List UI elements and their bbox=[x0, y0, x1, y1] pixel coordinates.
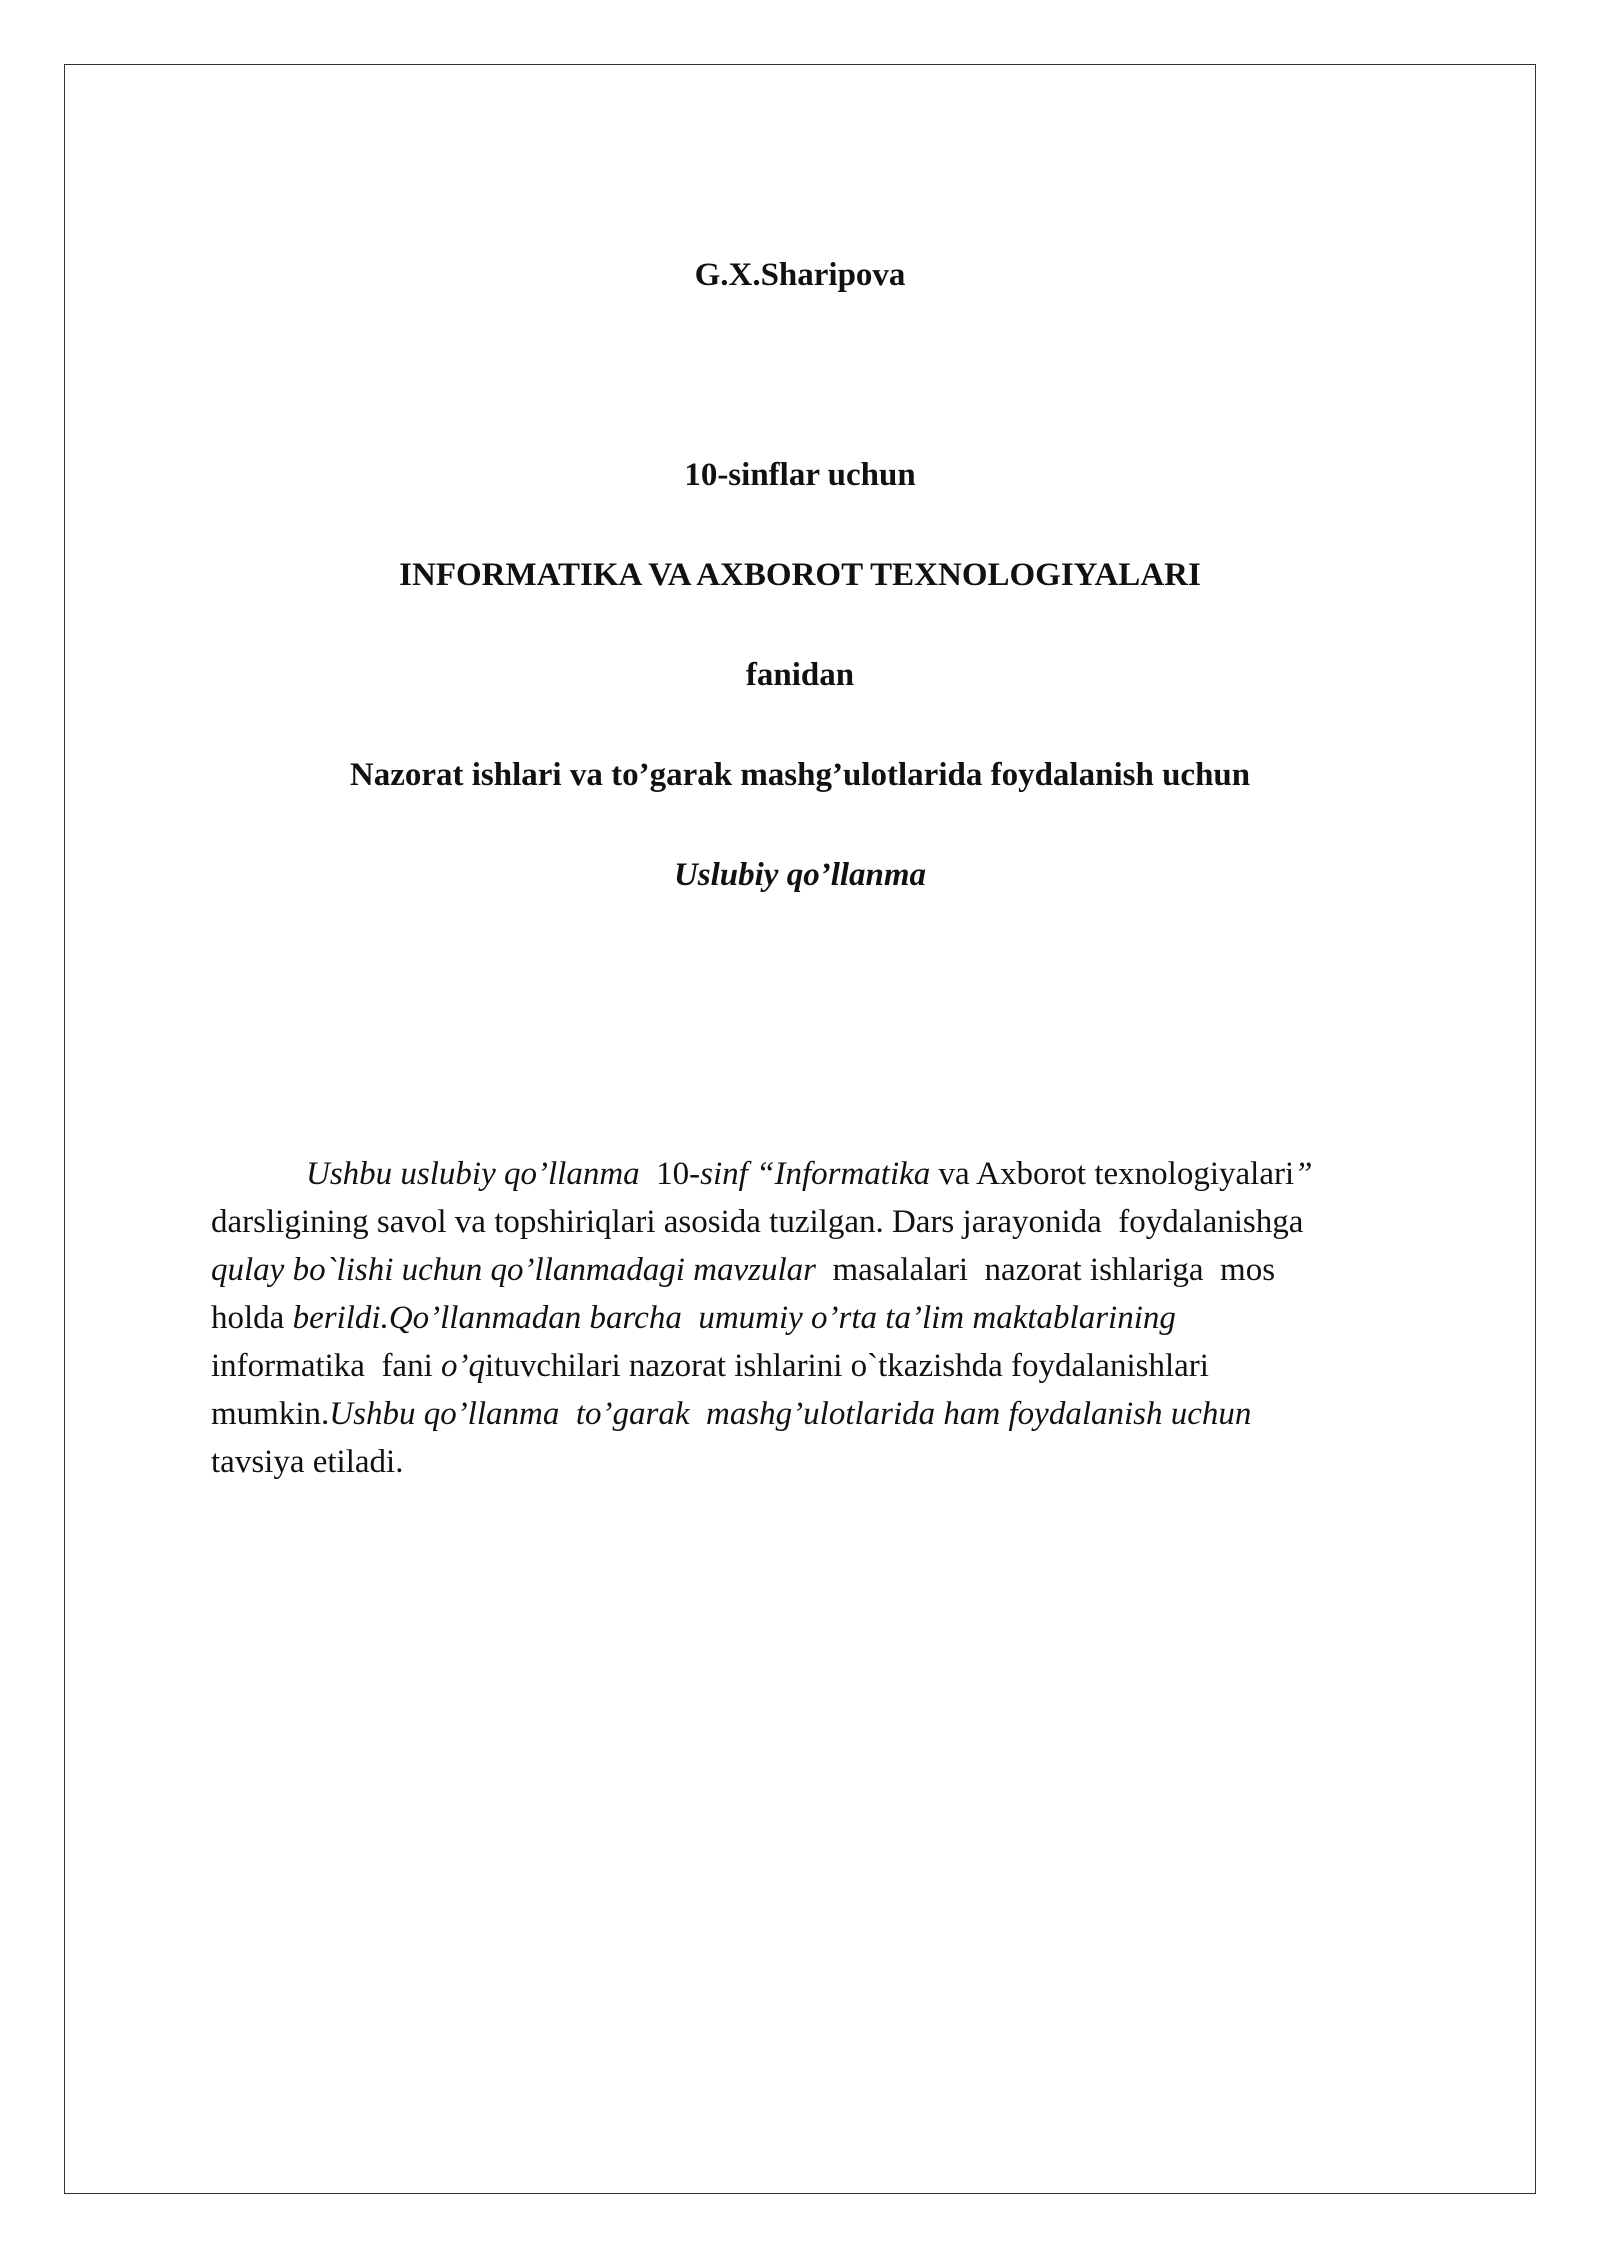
text-run: va Axborot texnologiyalari bbox=[930, 1156, 1295, 1192]
text-run: ” bbox=[1294, 1156, 1313, 1192]
abstract-line bbox=[211, 1150, 1501, 1198]
grade-line: 10-sinflar uchun bbox=[684, 457, 916, 493]
text-run: informatika fani bbox=[211, 1348, 442, 1384]
text-run: darsligining savol va topshiriqlari asosida tuzilgan. Dars jarayonida foydalanishga bbox=[211, 1204, 1304, 1240]
abstract-line bbox=[211, 1438, 1501, 1486]
purpose-line: Nazorat ishlari va to’garak mashg’ulotlarida foydalanish uchun bbox=[349, 757, 1251, 793]
text-run: tavsiya etiladi. bbox=[211, 1444, 404, 1480]
abstract-line bbox=[211, 1198, 1501, 1246]
text-run: ituvchilari nazorat ishlarini o`tkazishda foydalanishlari bbox=[485, 1348, 1209, 1384]
abstract-line bbox=[211, 1294, 1501, 1342]
text-run: berildi.Qo’llanmadan barcha umumiy o’rta ta’lim maktablarining bbox=[292, 1300, 1176, 1336]
author-name: G.X.Sharipova bbox=[694, 257, 906, 293]
text-run: Ushbu qo’llanma to’garak mashg’ulotlarida ham foydalanish uchun bbox=[329, 1396, 1252, 1432]
text-run: holda bbox=[211, 1300, 293, 1336]
abstract-line bbox=[211, 1342, 1501, 1390]
text-run: sinf “Informatika bbox=[700, 1156, 931, 1192]
text-run: qulay bo`lishi uchun qo’llanmadagi mavzular bbox=[211, 1252, 816, 1288]
subject-title: INFORMATIKA VA AXBOROT TEXNOLOGIYALARI bbox=[399, 557, 1201, 593]
text-run: o’q bbox=[441, 1348, 486, 1384]
text-run: Ushbu uslubiy qo’llanma bbox=[306, 1156, 648, 1192]
page-border bbox=[64, 64, 1536, 2194]
abstract-paragraph bbox=[211, 1150, 1501, 1486]
document-kind: Uslubiy qo’llanma bbox=[673, 857, 927, 893]
text-run: masalalari nazorat ishlariga mos bbox=[815, 1252, 1276, 1288]
abstract-line bbox=[211, 1390, 1501, 1438]
text-run: mumkin. bbox=[211, 1396, 330, 1432]
abstract-line bbox=[211, 1246, 1501, 1294]
text-run: 10- bbox=[647, 1156, 701, 1192]
subject-suffix: fanidan bbox=[745, 657, 855, 693]
